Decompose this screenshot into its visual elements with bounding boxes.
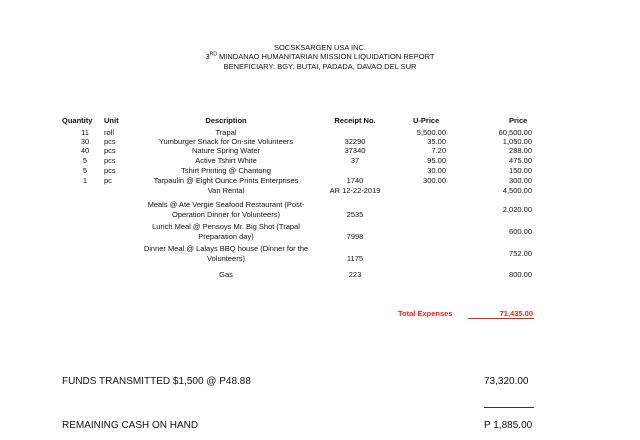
company-name: SOCSKSARGEN USA INC. (273, 43, 367, 52)
cell-unit: pcs (104, 156, 116, 165)
cell-receipt: AR 12-22-2019 (329, 186, 381, 195)
cell-price: 752.00 (509, 249, 532, 258)
cell-description: Active Tshirt White (195, 156, 257, 165)
cell-unit: pcs (104, 137, 116, 146)
cell-description: Yumburger Snack for On-site Volunteers (158, 137, 294, 146)
cell-receipt: 2535 (346, 210, 364, 219)
cell-uprice: 95.00 (427, 156, 446, 165)
subtotal-rule (484, 407, 534, 408)
cell-uprice: 7.20 (431, 146, 446, 155)
total-expenses-value: 71,435.00 (499, 309, 533, 318)
cell-unit: pcs (104, 166, 116, 175)
cell-description: Tshirt Printing @ Chantong (181, 166, 271, 175)
col-header-unit: Unit (104, 116, 119, 125)
cell-receipt: 32290 (344, 137, 366, 146)
total-underline (468, 318, 534, 319)
total-expenses-label: Total Expenses (398, 309, 453, 318)
report-title (0, 52, 640, 62)
cell-description: Meals @ Ate Vergie Seafood Restaurant (Post-Operation Dinner for Volunteers) (147, 200, 305, 219)
remaining-cash-value: P 1,885.00 (484, 420, 533, 431)
cell-description: Tarpaulin @ Eight Ounce Prints Enterprises (153, 176, 299, 185)
cell-receipt: 37 (350, 156, 360, 165)
cell-receipt: 223 (348, 270, 362, 279)
col-header-price: Price (509, 116, 528, 125)
cell-price: 600.00 (509, 227, 532, 236)
funds-transmitted-value: 73,320.00 (484, 376, 529, 387)
cell-description: Gas (219, 270, 233, 279)
col-header-uprice: U-Price (413, 116, 440, 125)
col-header-quantity: Quantity (62, 116, 93, 125)
cell-unit: pcs (104, 146, 116, 155)
cell-price: 60,500.00 (498, 128, 532, 137)
cell-quantity: 5 (82, 156, 88, 165)
cell-description: Van Rental (207, 186, 245, 195)
cell-unit: roll (104, 128, 115, 137)
cell-price: 2,020.00 (502, 205, 532, 214)
cell-uprice: 35.00 (427, 137, 446, 146)
cell-uprice: 30.00 (427, 166, 446, 175)
cell-receipt: 7998 (346, 232, 364, 241)
cell-unit: pc (104, 176, 112, 185)
cell-price: 475.00 (509, 156, 532, 165)
cell-receipt: 37340 (344, 146, 366, 155)
cell-uprice: 300.00 (423, 176, 446, 185)
cell-uprice: 5,500.00 (416, 128, 446, 137)
cell-description: Nature Spring Water (191, 146, 261, 155)
cell-quantity: 40 (80, 146, 90, 155)
cell-description: Lunch Meal @ Pensoys Mr. Big Shot (Trapal Preparation day) (152, 222, 300, 241)
cell-quantity: 5 (82, 166, 88, 175)
cell-price: 300.00 (509, 176, 532, 185)
funds-transmitted-label: FUNDS TRANSMITTED $1,500 @ P48.88 (62, 376, 251, 387)
col-header-description: Description (205, 116, 247, 125)
report-ordinal: 3 (205, 52, 210, 61)
col-header-receipt: Receipt No. (334, 116, 376, 125)
cell-receipt: 1175 (346, 254, 364, 263)
cell-description: Trapal (215, 128, 237, 137)
cell-price: 150.00 (509, 166, 532, 175)
beneficiary-line: BENEFICIARY: BGY: BUTAI, PADADA, DAVAO DEL SUR (223, 62, 417, 71)
cell-quantity: 11 (81, 128, 89, 137)
cell-quantity: 30 (80, 137, 90, 146)
cell-price: 288.00 (509, 146, 532, 155)
cell-price: 800.00 (509, 270, 532, 279)
cell-description: Dinner Meal @ Lalays BBQ house (Dinner for the Volunteers) (143, 244, 309, 263)
report-title-text: MINDANAO HUMANITARIAN MISSION LIQUIDATION REPORT (219, 52, 435, 61)
report-ordinal-suffix: RD (209, 51, 217, 58)
cell-price: 4,500.00 (502, 186, 532, 195)
cell-receipt: 1740 (346, 176, 364, 185)
cell-quantity: 1 (82, 176, 88, 185)
remaining-cash-label: REMAINING CASH ON HAND (62, 420, 199, 431)
cell-price: 1,050.00 (502, 137, 532, 146)
